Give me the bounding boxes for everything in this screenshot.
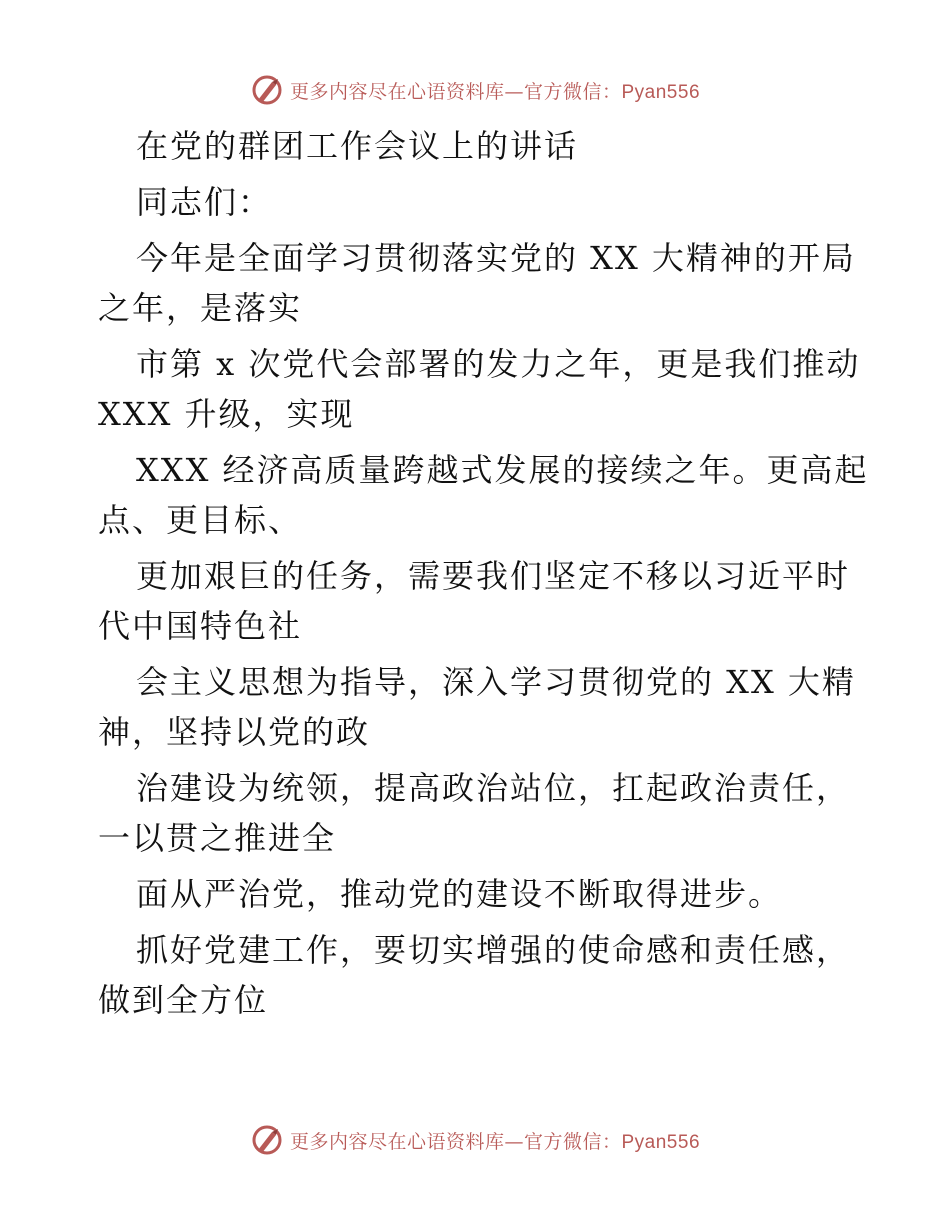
paragraph-line: 会主义思想为指导，深入学习贯彻党的 XX 大精 <box>136 663 856 701</box>
paragraph-line: 治建设为统领，提高政治站位，扛起政治责任， <box>136 769 851 807</box>
pen-logo-icon <box>250 1123 284 1157</box>
footer-banner <box>0 1120 950 1160</box>
paragraph-line: 一以贯之推进全 <box>98 819 337 857</box>
banner-wechat-id: Pyan556 <box>621 81 701 103</box>
paragraph-line: 市第 x 次党代会部署的发力之年，更是我们推动 <box>136 345 861 383</box>
document-body <box>98 122 869 1032</box>
paragraph-line: 面从严治党，推动党的建设不断取得进步。 <box>136 875 783 913</box>
pen-logo-icon <box>250 73 284 107</box>
paragraph-line: 做到全方位 <box>98 981 269 1019</box>
banner-slogan: 更多内容尽在心语资料库—官方微信： <box>289 1130 622 1153</box>
paragraph-line: 今年是全面学习贯彻落实党的 XX 大精神的开局 <box>136 239 856 277</box>
banner-wechat-id: Pyan556 <box>621 1131 701 1153</box>
salutation: 同志们： <box>136 183 273 221</box>
paragraph-line: XXX 经济高质量跨越式发展的接续之年。更高起 <box>136 451 869 489</box>
banner-slogan: 更多内容尽在心语资料库—官方微信： <box>289 80 622 103</box>
header-banner <box>0 70 950 110</box>
paragraph-line: 抓好党建工作，要切实增强的使命感和责任感， <box>136 931 851 969</box>
document-title: 在党的群团工作会议上的讲话 <box>136 127 579 165</box>
paragraph-line: 神，坚持以党的政 <box>98 713 371 751</box>
paragraph-line: 点、更目标、 <box>98 501 303 539</box>
paragraph-line: XXX 升级，实现 <box>98 395 355 433</box>
paragraph-line: 代中国特色社 <box>98 607 303 645</box>
paragraph-line: 之年，是落实 <box>98 289 303 327</box>
banner-text <box>290 1127 700 1154</box>
paragraph-line: 更加艰巨的任务，需要我们坚定不移以习近平时 <box>136 557 851 595</box>
banner-text <box>290 77 700 104</box>
